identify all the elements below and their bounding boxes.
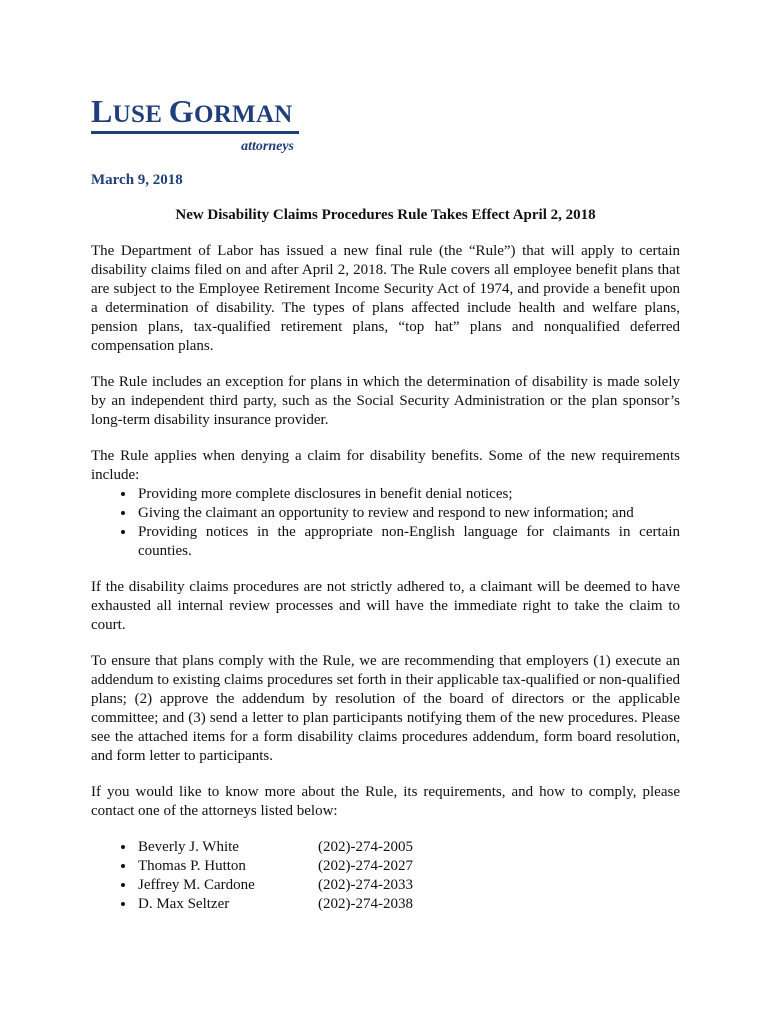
attorney-phone: (202)-274-2005 <box>318 839 413 855</box>
firm-logo <box>91 93 301 155</box>
list-item: • Providing more complete disclosures in benefit denial notices; <box>136 485 680 504</box>
letter-date: March 9, 2018 <box>91 172 183 188</box>
paragraph-exception: The Rule includes an exception for plans in which the determination of disability is made solely by an independent third party, such as the Social Security Administration or the plan sponsor’s long-term disability insurance provider. <box>91 374 680 428</box>
list-item <box>136 876 680 895</box>
paragraph-contact-intro: If you would like to know more about the Rule, its requirements, and how to comply, please contact one of the attorneys listed below: <box>91 784 680 819</box>
attorney-name: • D. Max Seltzer <box>138 896 230 912</box>
paragraph-consequences: If the disability claims procedures are not strictly adhered to, a claimant will be deemed to have exhausted all internal review processes and will have the immediate right to take the claim to court. <box>91 579 680 633</box>
paragraph-rule-overview: The Department of Labor has issued a new final rule (the “Rule”) that will apply to certain disability claims filed on and after April 2, 2018. The Rule covers all employee benefit plans that are subject to the Employee Retirement Income Security Act of 1974, and provide a benefit upon a determination of disability. The types of plans affected include health and welfare plans, pension plans, tax-qualified retirement plans, “top hat” plans and nonqualified deferred compensation plans. <box>91 243 680 354</box>
firm-name: LUSE GORMAN <box>91 93 293 129</box>
attorney-phone: (202)-274-2038 <box>318 896 413 912</box>
logo-underline <box>91 131 299 134</box>
letter-title: New Disability Claims Procedures Rule Takes Effect April 2, 2018 <box>175 207 596 223</box>
paragraph-recommendations: To ensure that plans comply with the Rule, we are recommending that employers (1) execute an addendum to existing claims procedures set forth in their applicable tax-qualified or non-qualified plans; (2) approve the addendum by resolution of the board of directors or the applicable committee; and (3) send a letter to plan participants notifying them of the new procedures. Please see the attached items for a form disability claims procedures addendum, form board resolution, and form letter to participants. <box>91 653 680 764</box>
list-item <box>136 857 680 876</box>
attorney-list <box>91 838 680 914</box>
attorney-name: • Thomas P. Hutton <box>138 858 246 874</box>
paragraph-requirements-intro: The Rule applies when denying a claim for disability benefits. Some of the new requirements include: <box>91 448 680 483</box>
attorney-name: • Beverly J. White <box>138 839 239 855</box>
list-item <box>136 838 680 857</box>
letter-body <box>91 242 680 931</box>
attorney-phone: (202)-274-2027 <box>318 858 413 874</box>
firm-tagline: attorneys <box>241 139 294 154</box>
list-item <box>136 895 680 914</box>
list-item: • Giving the claimant an opportunity to review and respond to new information; and <box>136 504 680 523</box>
requirements-list <box>91 485 680 561</box>
attorney-phone: (202)-274-2033 <box>318 877 413 893</box>
list-item: • Providing notices in the appropriate non-English language for claimants in certain counties. <box>136 523 680 561</box>
attorney-name: • Jeffrey M. Cardone <box>138 877 255 893</box>
